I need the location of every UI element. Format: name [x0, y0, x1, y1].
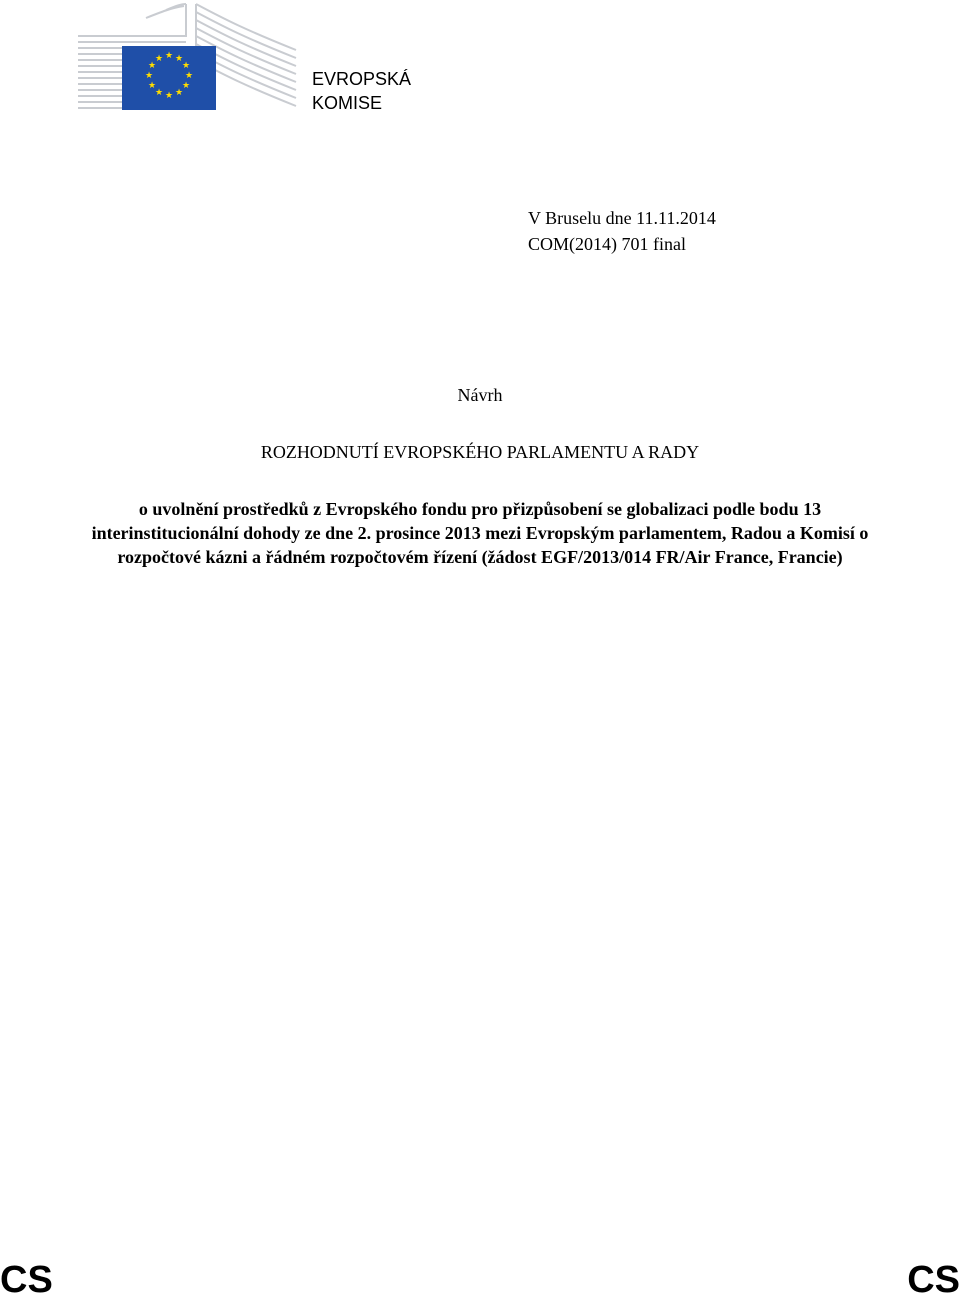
european-commission-building-flag-icon — [76, 0, 298, 112]
svg-text:★: ★ — [147, 61, 157, 71]
svg-text:★: ★ — [174, 54, 184, 64]
document-meta — [528, 205, 716, 257]
svg-text:★: ★ — [154, 88, 164, 98]
svg-text:★: ★ — [164, 51, 174, 61]
svg-text:★: ★ — [174, 88, 184, 98]
european-commission-logo-icon — [76, 0, 298, 112]
commission-name-line2: KOMISE — [312, 93, 383, 113]
svg-text:★: ★ — [147, 81, 157, 91]
svg-text:★: ★ — [144, 71, 154, 81]
svg-text:★: ★ — [181, 61, 191, 71]
commission-name — [312, 67, 411, 115]
language-code-right: CS — [907, 1259, 960, 1301]
document-reference: COM(2014) 701 final — [528, 234, 686, 254]
place-date: V Bruselu dne 11.11.2014 — [528, 208, 716, 228]
svg-text:★: ★ — [154, 54, 164, 64]
proposal-label: Návrh — [457, 385, 503, 405]
commission-name-line1: EVROPSKÁ — [312, 69, 412, 89]
svg-text:★: ★ — [184, 71, 194, 81]
document-subject: o uvolnění prostředků z Evropského fondu pro přizpůsobení se globalizaci podle bodu 13 interinstitucionální dohody ze dne 2. prosince 2013 mezi Evropským parlamentem, Radou a Komisí o rozpočtové kázni a řádném rozpočtovém řízení (žádost EGF/2013/014 FR/Air France, Francie) — [91, 499, 869, 567]
document-type: ROZHODNUTÍ EVROPSKÉHO PARLAMENTU A RADY — [260, 442, 700, 462]
svg-text:★: ★ — [181, 81, 191, 91]
svg-text:★: ★ — [164, 91, 174, 101]
language-code-left: CS — [0, 1259, 53, 1301]
